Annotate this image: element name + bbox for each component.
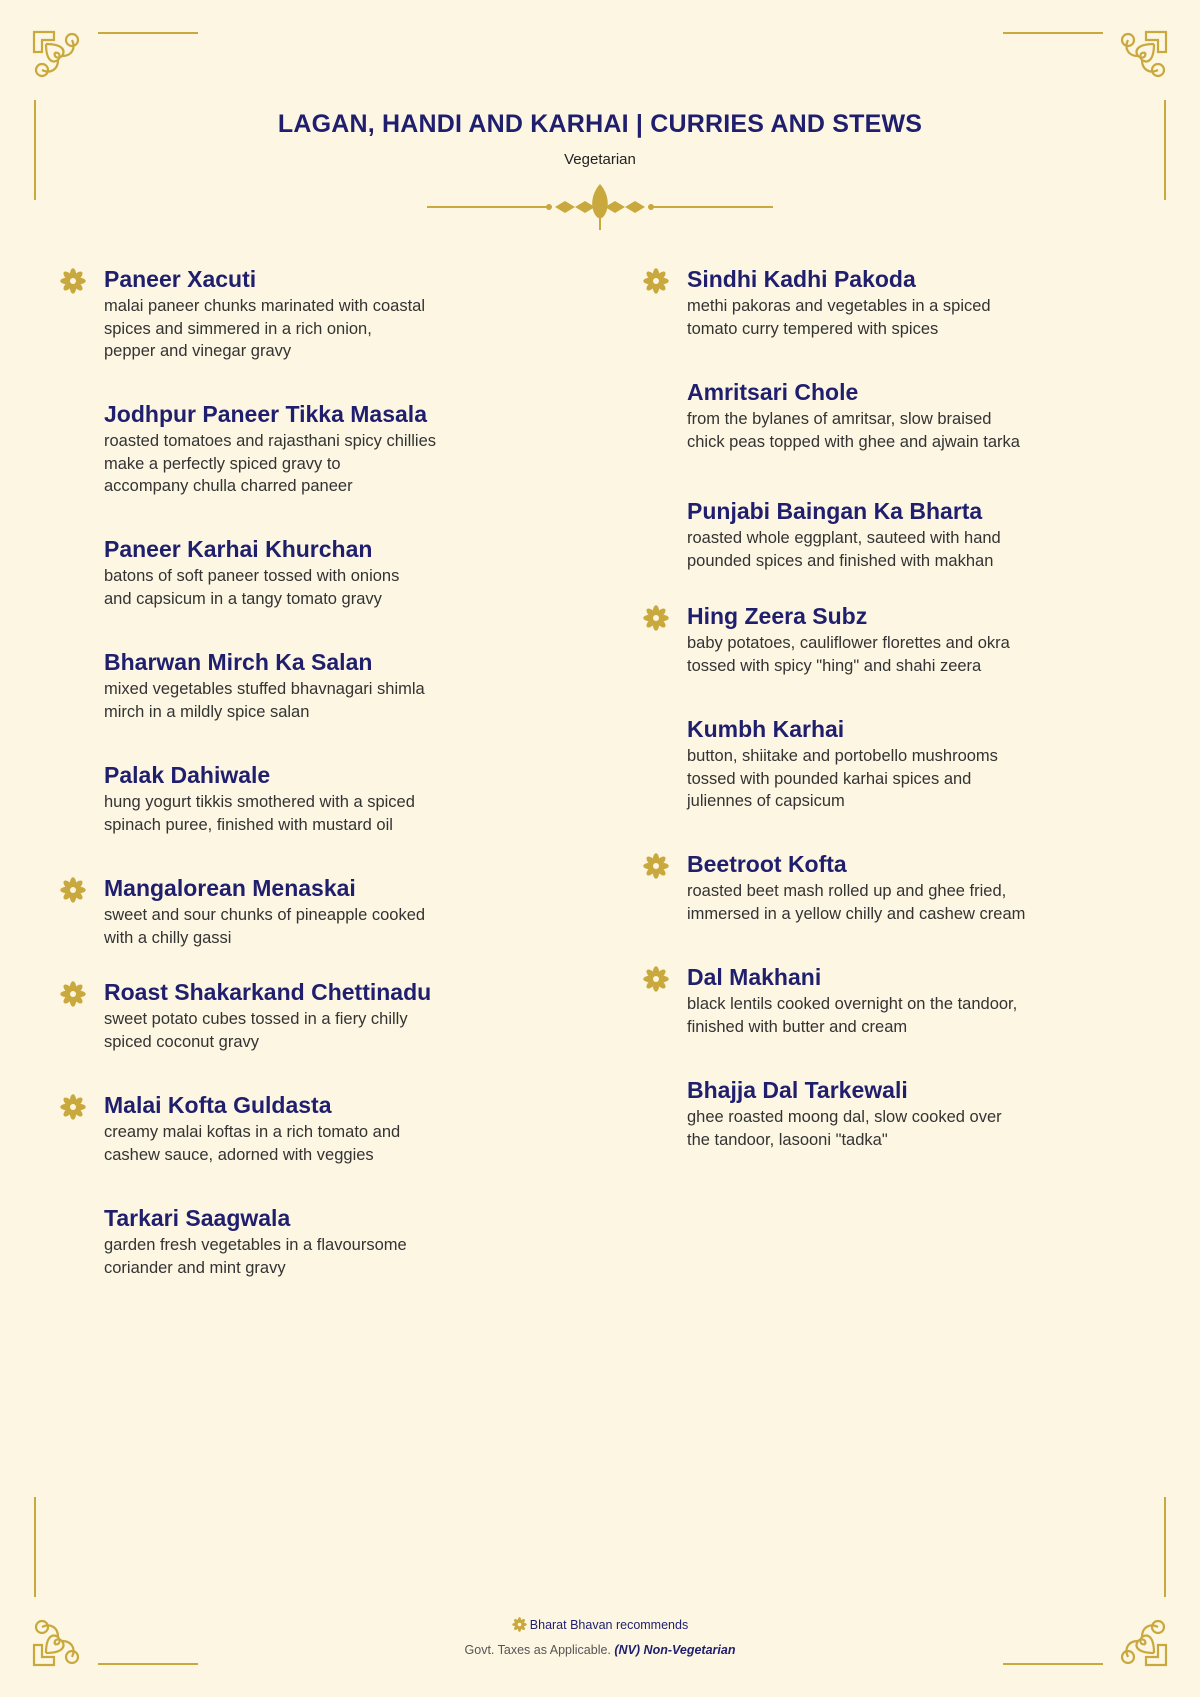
menu-item	[643, 715, 1147, 813]
frame-bottom-left-line	[98, 1663, 198, 1665]
menu-item-description-line: pounded spices and finished with makhan	[687, 551, 994, 570]
menu-item-description	[104, 1234, 564, 1279]
menu-item-description-line: spices and simmered in a rich onion,	[104, 319, 372, 338]
menu-item-description	[104, 430, 564, 498]
menu-item	[643, 497, 1147, 572]
recommend-label: Bharat Bhavan recommends	[529, 1618, 689, 1632]
menu-item-description-line: pepper and vinegar gravy	[104, 342, 292, 360]
menu-item-name: Roast Shakarkand Chettinadu	[104, 979, 432, 1005]
menu-item-name: Beetroot Kofta	[687, 851, 847, 877]
menu-item-description	[687, 527, 1147, 572]
menu-item	[643, 850, 1147, 925]
menu-item-description	[104, 295, 564, 363]
footer-taxes	[0, 1643, 1200, 1657]
menu-item-description	[104, 678, 564, 723]
menu-item-description	[687, 295, 1147, 340]
menu-item	[60, 648, 564, 723]
menu-item-description-line: accompany chulla charred paneer	[104, 477, 353, 495]
menu-item-description-line: cashew sauce, adorned with veggies	[104, 1145, 374, 1164]
menu-item-description-line: roasted tomatoes and rajasthani spicy chillies	[104, 432, 437, 450]
menu-item-description-line: ghee roasted moong dal, slow cooked over	[687, 1108, 1002, 1126]
recommended-flower-icon	[643, 966, 669, 992]
menu-item-description-line: make a perfectly spiced gravy to	[104, 454, 341, 473]
menu-item-description-line: the tandoor, lasooni "tadka"	[687, 1130, 888, 1149]
footer-recommend	[0, 1617, 1200, 1632]
menu-item-description-line: malai paneer chunks marinated with coastal	[104, 297, 426, 315]
menu-item-description	[104, 904, 564, 949]
frame-right-bottom-line	[1164, 1497, 1166, 1597]
menu-item-description	[687, 993, 1147, 1038]
recommended-flower-icon	[60, 268, 86, 294]
recommended-flower-icon	[643, 853, 669, 879]
menu-item-description-line: spinach puree, finished with mustard oil	[104, 815, 393, 834]
menu-item	[60, 978, 564, 1053]
menu-item	[643, 963, 1147, 1038]
menu-item-description-line: tossed with pounded karhai spices and	[687, 769, 972, 788]
menu-item-description	[687, 632, 1147, 677]
menu-item-name: Bharwan Mirch Ka Salan	[104, 649, 373, 675]
menu-item-description-line: hung yogurt tikkis smothered with a spiced	[104, 793, 415, 811]
frame-left-bottom-line	[34, 1497, 36, 1597]
page-title: LAGAN, HANDI AND KARHAI | CURRIES AND STEWS	[277, 110, 923, 138]
menu-item-name: Dal Makhani	[687, 964, 822, 990]
frame-bottom-right-line	[1003, 1663, 1103, 1665]
recommend-flower-icon	[512, 1617, 527, 1632]
header-divider-ornament	[425, 180, 775, 234]
menu-item-description-line: baby potatoes, cauliflower florettes and okra	[687, 634, 1010, 652]
corner-ornament-top-right	[1112, 30, 1168, 86]
menu-item-description-line: and capsicum in a tangy tomato gravy	[104, 589, 382, 608]
recommended-flower-icon	[643, 605, 669, 631]
menu-item-name: Sindhi Kadhi Pakoda	[687, 266, 916, 292]
menu-item-description	[687, 880, 1147, 925]
menu-item-description-line: creamy malai koftas in a rich tomato and	[104, 1123, 401, 1141]
recommended-flower-icon	[60, 1094, 86, 1120]
menu-item-name: Jodhpur Paneer Tikka Masala	[104, 401, 427, 427]
menu-item-description	[104, 791, 564, 836]
menu-item-description-line: immersed in a yellow chilly and cashew cream	[687, 904, 1026, 923]
frame-top-right-line	[1003, 32, 1103, 34]
menu-item-description-line: tomato curry tempered with spices	[687, 319, 939, 338]
menu-item-description-line: tossed with spicy "hing" and shahi zeera	[687, 656, 982, 675]
menu-item-description	[687, 745, 1147, 813]
nv-note: (NV) Non-Vegetarian	[614, 1643, 736, 1657]
menu-item-description-line: sweet potato cubes tossed in a fiery chilly	[104, 1010, 408, 1028]
menu-item-name: Paneer Karhai Khurchan	[104, 536, 373, 562]
menu-item	[60, 761, 564, 836]
corner-ornament-top-left	[32, 30, 88, 86]
menu-item	[60, 1091, 564, 1166]
menu-item-description-line: methi pakoras and vegetables in a spiced	[687, 297, 991, 315]
menu-item-name: Hing Zeera Subz	[687, 603, 868, 629]
menu-item	[643, 602, 1147, 677]
menu-item-description-line: coriander and mint gravy	[104, 1258, 286, 1277]
recommended-flower-icon	[643, 268, 669, 294]
menu-item-description-line: juliennes of capsicum	[687, 792, 845, 810]
menu-item-description-line: chick peas topped with ghee and ajwain tarka	[687, 432, 1020, 451]
taxes-note: Govt. Taxes as Applicable.	[464, 1643, 611, 1657]
menu-item-description-line: batons of soft paneer tossed with onions	[104, 567, 400, 585]
menu-item-name: Kumbh Karhai	[687, 716, 845, 742]
menu-item-description	[104, 1008, 564, 1053]
menu-item-description-line: from the bylanes of amritsar, slow braised	[687, 410, 992, 428]
menu-item-name: Amritsari Chole	[687, 379, 859, 405]
menu-item	[60, 265, 564, 363]
menu-item	[60, 400, 564, 498]
menu-item-description-line: with a chilly gassi	[104, 928, 232, 947]
menu-item-description	[104, 565, 564, 610]
menu-item-description-line: roasted whole eggplant, sauteed with hand	[687, 529, 1001, 547]
menu-item-description-line: roasted beet mash rolled up and ghee fried,	[687, 882, 1007, 900]
menu-item	[643, 265, 1147, 340]
menu-item-description	[104, 1121, 564, 1166]
recommended-flower-icon	[60, 981, 86, 1007]
menu-item-description-line: finished with butter and cream	[687, 1017, 908, 1036]
menu-item-description-line: sweet and sour chunks of pineapple cooked	[104, 906, 426, 924]
menu-item-name: Paneer Xacuti	[104, 266, 257, 292]
menu-item-name: Palak Dahiwale	[104, 762, 271, 788]
menu-item-description-line: spiced coconut gravy	[104, 1032, 260, 1051]
menu-item-name: Punjabi Baingan Ka Bharta	[687, 498, 983, 524]
frame-top-left-line	[98, 32, 198, 34]
menu-item-description-line: garden fresh vegetables in a flavoursome	[104, 1236, 407, 1254]
recommended-flower-icon	[60, 877, 86, 903]
menu-item-name: Tarkari Saagwala	[104, 1205, 291, 1231]
menu-item-description	[687, 1106, 1147, 1151]
menu-item-description-line: button, shiitake and portobello mushrooms	[687, 747, 998, 765]
page-subtitle: Vegetarian	[564, 151, 636, 168]
menu-item	[643, 1076, 1147, 1151]
menu-item-name: Mangalorean Menaskai	[104, 875, 356, 901]
menu-item-description-line: mirch in a mildly spice salan	[104, 702, 310, 721]
menu-item	[60, 874, 564, 949]
menu-item	[60, 1204, 564, 1279]
menu-item-description	[687, 408, 1147, 453]
menu-item-description-line: mixed vegetables stuffed bhavnagari shimla	[104, 680, 425, 698]
menu-item-description-line: black lentils cooked overnight on the tandoor,	[687, 995, 1018, 1013]
menu-item-name: Bhajja Dal Tarkewali	[687, 1077, 908, 1103]
menu-item-name: Malai Kofta Guldasta	[104, 1092, 332, 1118]
menu-header	[0, 110, 1200, 168]
menu-item	[60, 535, 564, 610]
menu-item	[643, 378, 1147, 453]
